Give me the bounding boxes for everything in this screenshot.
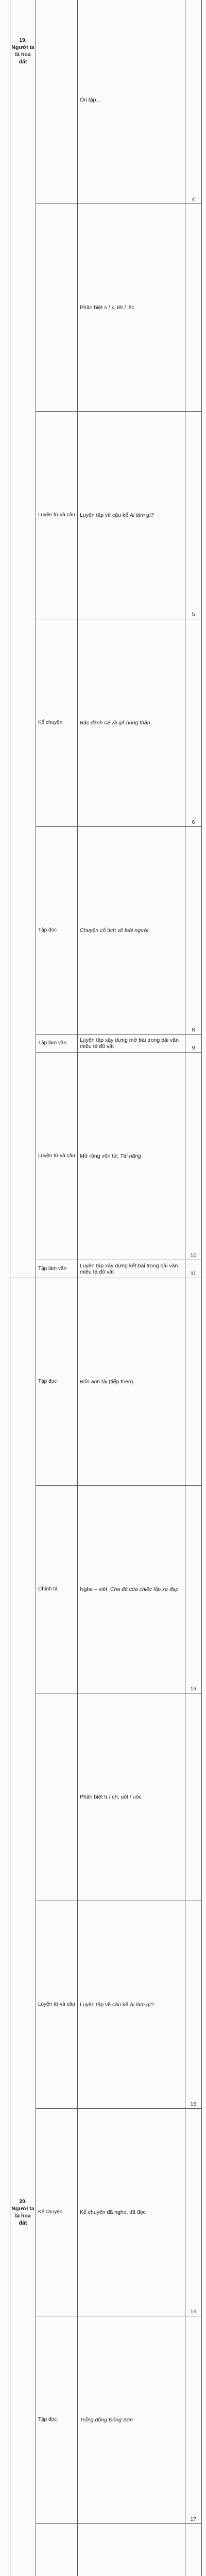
- lesson-cell: [78, 2316, 185, 2524]
- page-number-cell: 5: [185, 412, 202, 619]
- lesson-cell: [78, 1693, 185, 1901]
- lesson-cell: [78, 1278, 185, 1486]
- lesson-text: Ai làm gì?: [130, 512, 154, 518]
- page-number-cell: 17: [185, 2316, 202, 2524]
- lesson-cell: [78, 2524, 185, 2576]
- page-number-cell: 4: [185, 0, 202, 204]
- toc-row: [10, 1260, 202, 1278]
- lesson-text: Luyện tập xây dựng mở bài trong bài văn miêu tả đồ vật: [80, 1037, 179, 1050]
- lesson-cell: [78, 204, 185, 412]
- page-number-cell: [185, 1278, 202, 1486]
- week-cell: [10, 0, 36, 1278]
- page-number-cell: 6: [185, 619, 202, 827]
- week-label-line: 20.: [19, 2198, 27, 2205]
- lesson-text: Trống đồng Đông Sơn: [80, 2417, 133, 2423]
- page-number-cell: 10: [185, 1053, 202, 1260]
- subject-cell: Luyện từ và câu: [36, 412, 78, 619]
- lesson-cell: [78, 1260, 185, 1278]
- page-number-cell: [185, 2524, 202, 2576]
- lesson-cell: [78, 2109, 185, 2316]
- subject-cell: Luyện từ và câu: [36, 1901, 78, 2109]
- lesson-text: Tài năng: [120, 1153, 141, 1159]
- lesson-text: Luyện tập xây dựng kết bài trong bài văn miêu tả đồ vật: [80, 1263, 178, 1276]
- page-number-cell: 15: [185, 1901, 202, 2109]
- subject-cell: [36, 204, 78, 412]
- lesson-text: Ôn tập...: [80, 97, 100, 103]
- table-of-contents: [10, 0, 202, 2576]
- lesson-cell: [78, 0, 185, 204]
- lesson-cell: [78, 619, 185, 827]
- lesson-cell: [78, 1035, 185, 1053]
- week-label-line: 19.: [19, 37, 27, 43]
- lesson-text: Phân biệt tr / ch, uôt / uôc: [80, 1794, 142, 1800]
- lesson-cell: [78, 827, 185, 1035]
- page-number-cell: 8: [185, 827, 202, 1035]
- toc-row: [10, 2316, 202, 2524]
- lesson-text: Luyện tập về câu kể: [80, 2002, 130, 2008]
- subject-cell: [36, 1693, 78, 1901]
- week-label-line: là hoa đất: [15, 2213, 30, 2226]
- book-page: [0, 0, 206, 206]
- toc-row: [10, 1693, 202, 1901]
- toc-row: [10, 412, 202, 619]
- lesson-text: Mở rộng vốn từ:: [80, 1153, 120, 1159]
- lesson-text: Chuyện cổ tích về loài người: [80, 927, 148, 934]
- week-label-line: Người ta: [11, 44, 34, 50]
- page-number-cell: 11: [185, 1260, 202, 1278]
- toc-row: [10, 0, 202, 204]
- toc-row: [10, 1278, 202, 1486]
- subject-cell: Tập đọc: [36, 1278, 78, 1486]
- page-number-cell: 13: [185, 1486, 202, 1693]
- lesson-text: Ai làm gì?: [130, 2002, 154, 2008]
- toc-row: [10, 1053, 202, 1260]
- page-number-cell: 9: [185, 1035, 202, 1053]
- toc-body: [10, 0, 202, 2576]
- subject-cell: Luyện từ và câu: [36, 1053, 78, 1260]
- toc-row: [10, 619, 202, 827]
- subject-cell: Tập làm văn: [36, 1035, 78, 1053]
- lesson-cell: [78, 1486, 185, 1693]
- subject-cell: Kể chuyện: [36, 2109, 78, 2316]
- subject-cell: [36, 2524, 78, 2576]
- toc-row: [10, 827, 202, 1035]
- lesson-text: Phân biệt s / x, iêt / iêc: [80, 304, 134, 311]
- lesson-text: Nghe – viết:: [80, 1586, 110, 1592]
- lesson-text: Bốn anh tài: [80, 1379, 107, 1385]
- toc-row: [10, 1486, 202, 1693]
- lesson-cell: [78, 1053, 185, 1260]
- toc-row: [10, 204, 202, 412]
- subject-cell: [36, 0, 78, 204]
- week-label-line: Người ta: [11, 2206, 34, 2212]
- subject-cell: Chính tả: [36, 1486, 78, 1693]
- lesson-text: (tiếp theo): [107, 1379, 133, 1385]
- subject-cell: Tập đọc: [36, 2316, 78, 2524]
- week-label-line: là hoa đất: [15, 52, 30, 65]
- lesson-text: Luyện tập về câu kể: [80, 512, 130, 518]
- subject-cell: Tập đọc: [36, 827, 78, 1035]
- lesson-text: Bác đánh cá và gã hung thần: [80, 720, 150, 726]
- lesson-text: Kể chuyện đã nghe, đã đọc: [80, 2209, 146, 2215]
- week-cell: [10, 1278, 36, 2576]
- page-number-cell: [185, 204, 202, 412]
- lesson-cell: [78, 412, 185, 619]
- lesson-text: Cha đẻ của chiếc lốp xe đạp: [110, 1586, 179, 1592]
- lesson-cell: [78, 1901, 185, 2109]
- toc-row: [10, 2109, 202, 2316]
- subject-cell: Tập làm văn: [36, 1260, 78, 1278]
- subject-cell: Kể chuyện: [36, 619, 78, 827]
- page-number-cell: [185, 1693, 202, 1901]
- toc-row: [10, 2524, 202, 2576]
- toc-row: [10, 1901, 202, 2109]
- page-number-cell: 15: [185, 2109, 202, 2316]
- toc-row: [10, 1035, 202, 1053]
